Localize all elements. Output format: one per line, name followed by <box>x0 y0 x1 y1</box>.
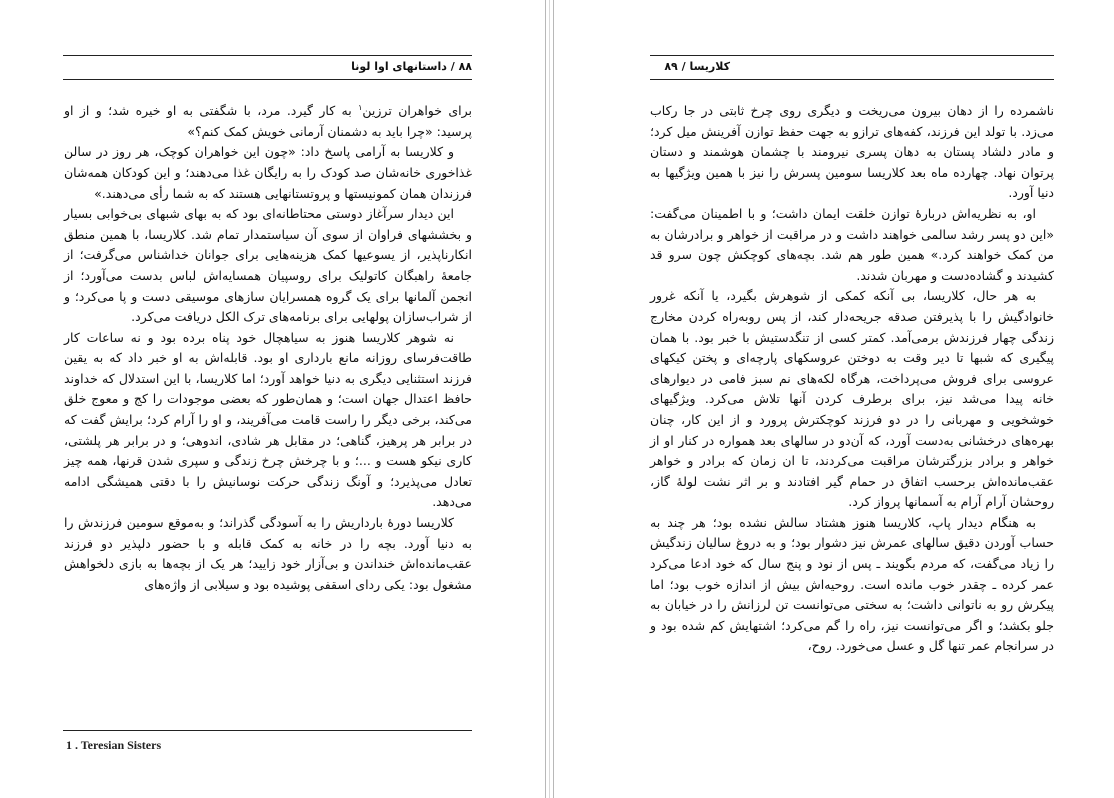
right-page-header: کلاریسا / ۸۹ <box>664 60 730 73</box>
paragraph: کلاریسا دورهٔ بارداریش را به آسودگی گذراند؛ و به‌موقع سومین فرزندش را به دنیا آورد. بچه را در خانه به کمک قابله و با حضور دلپذیر دو فرزند عقب‌مانده‌اش خنداندن و بی‌آزار خود زایید؛ هر یک از بچه‌ها به بازی دلخواهش مشغول بود: یکی ردای اسقفی پوشیده بود و سیلابی از واژه‌های <box>64 515 472 592</box>
footnote: 1 . Teresian Sisters <box>66 738 162 752</box>
page-gutter <box>545 0 554 798</box>
footnote-rule <box>63 730 472 731</box>
left-page-header: ۸۸ / داستانهای اوا لونا <box>351 60 472 73</box>
footnote-marker: ۱ <box>358 103 363 112</box>
paragraph: به هر حال، کلاریسا، بی آنکه کمکی از شوهرش بگیرد، یا آنکه غرور خانوادگیش را با پذیرفتن صدقه جریحه‌دار کند، از پس روبه‌راه کردن مخارج زندگی چهار فرزندش برمی‌آمد. کمتر کسی از تنگدستیش با خبر بود. با همان پیگیری که شبها تا دیر وقت به دوختن عروسکهای پارچه‌ای و پختن کیکهای عروسی برای فروش می‌پرداخت، هرگاه لکه‌های نم سبز فامی در دیوارهای خانه پیدا می‌شد نیز، برای برطرف کردن آنها تلاش می‌کرد. ویژگیهای خوشخویی و مهربانی را در دو فرزند کوچکترش پرورد و از این کار، چنان بهره‌های درخشانی به‌دست آورد، که آن‌دو در سالهای بعد همواره در کنار او از خواهر و برادر بزرگترشان مراقبت می‌کردند، تا ان زمان که برادر و خواهر عقب‌مانده‌اش برحسب اتفاق در حمام گیر افتادند و بر اثر نشت لولهٔ گاز، روحشان آرام آرام به آسمانها پرواز کرد. <box>650 288 1054 510</box>
left-page <box>0 0 545 798</box>
paragraph-text: به کار گیرد. مرد، با شگفتی به او خیره شد؛ و از او پرسید: «چرا باید به دشمنان آرمانی خویش کمک کنم؟» <box>64 103 472 139</box>
paragraph <box>64 103 472 139</box>
header-rule-bottom <box>650 79 1054 80</box>
right-page-body <box>650 101 1054 657</box>
right-page <box>554 0 1114 798</box>
header-rule-top <box>63 55 472 56</box>
paragraph: نه شوهر کلاریسا هنوز به سیاهچال خود پناه برده بود و نه ساعات کار طاقت‌فرسای روزانه مانع بارداری او بود. قابله‌اش به او خبر داد که به یقین فرزند استثنایی دیگری به دنیا خواهد آورد؛ اما کلاریسا، با این استدلال که خداوند حافظ اعتدال جهان است؛ و همان‌طور که بعضی موجودات را کج و معوج خلق می‌کند، برخی دیگر را راست قامت می‌آفریند، و او را آرام کرد؛ برایش گفت که در برابر هر پرهیز، گناهی؛ در مقابل هر شادی، اندوهی؛ و در برابر هر پلشتی، کاری نیکو هست و ...؛ و با چرخش چرخ زندگی و سپری شدن قرنها، همه چیز تعادل می‌پذیرد؛ و آونگ زندگی حرکت نوسانیش را با دقتی همیشگی ادامه می‌دهد. <box>64 329 472 510</box>
paragraph: این دیدار سرآغاز دوستی محتاطانه‌ای بود که به بهای شبهای بی‌خوابی بسیار و بخششهای فراوان از سوی آن سیاستمدار تمام شد. کلاریسا، با همین منطق انکارناپذیر، از یسوعیها کمک هزینه‌هایی برای جوانان خداشناس می‌گرفت؛ از جامعهٔ راهبگان کاتولیک برای روسپیان همسایه‌اش لباس بدست می‌آورد؛ از انجمن آلمانها برای یک گروه همسرایان سازهای موسیقی دست و پا می‌کرد؛ و از شراب‌سازان پولهایی برای برنامه‌های ترک الکل دریافت می‌کرد. <box>64 206 472 325</box>
paragraph: او، به نظریه‌اش دربارهٔ توازن خلقت ایمان داشت؛ و با اطمینان می‌گفت: «این دو پسر رشد سالمی خواهند داشت و در مراقبت از خواهر و برادرشان به من کمک خواهند کرد.» همین طور هم شد. بچه‌های کوچکش چون سرو قد کشیدند و گشاده‌دست و مهربان شدند. <box>650 205 1054 283</box>
paragraph: به هنگام دیدار پاپ، کلاریسا هنوز هشتاد سالش نشده بود؛ هر چند به حساب آوردن دقیق سالهای عمرش نیز دشوار بود؛ و به دروغ سالیان زندگیش را زیاد می‌گفت، که مردم بگویند ـ پس از نود و پنج سال که خود ادعا می‌کرد عمر کرده ـ چقدر خوب مانده است. روحیه‌اش بیش از اندازه خوب بود؛ اما پیکرش رو به ناتوانی داشت؛ به سختی می‌توانست تن لرزانش را در خیابان به جلو بکشد؛ و اگر می‌توانست نیز، راه را گم می‌کرد؛ اشتهایش کم شده بود و در سرانجام عمر تنها گل و عسل می‌خورد. روح، <box>650 514 1054 654</box>
left-page-body <box>64 98 472 595</box>
header-rule-bottom <box>63 79 472 80</box>
paragraph-text: برای خواهران ترزین <box>362 103 472 119</box>
paragraph: و کلاریسا به آرامی پاسخ داد: «چون این خواهران کوچک، هر روز در سالن غذاخوری خانه‌شان صد کودک را به رایگان غذا می‌دهند؛ و این کودکان همه‌شان فرزندان همان کمونیستها و پروتستانهایی هستند که به شما رأی می‌دهند.» <box>64 144 472 201</box>
paragraph: ناشمرده را از دهان بیرون می‌ریخت و دیگری روی چرخ ثابتی در جا رکاب می‌زد. با تولد این فرزند، کفه‌های ترازو به جهت حفظ توازن آفرینش میل کرد؛ و مادر دلشاد پستان به دهان پسری نیرومند با چشمان هوشمند و دستان پرتوان نهاد. چهارده ماه بعد کلاریسا سومین پسرش را نیز با همین ویژگیها به دنیا آورد. <box>650 103 1054 201</box>
header-rule-top <box>650 55 1054 56</box>
